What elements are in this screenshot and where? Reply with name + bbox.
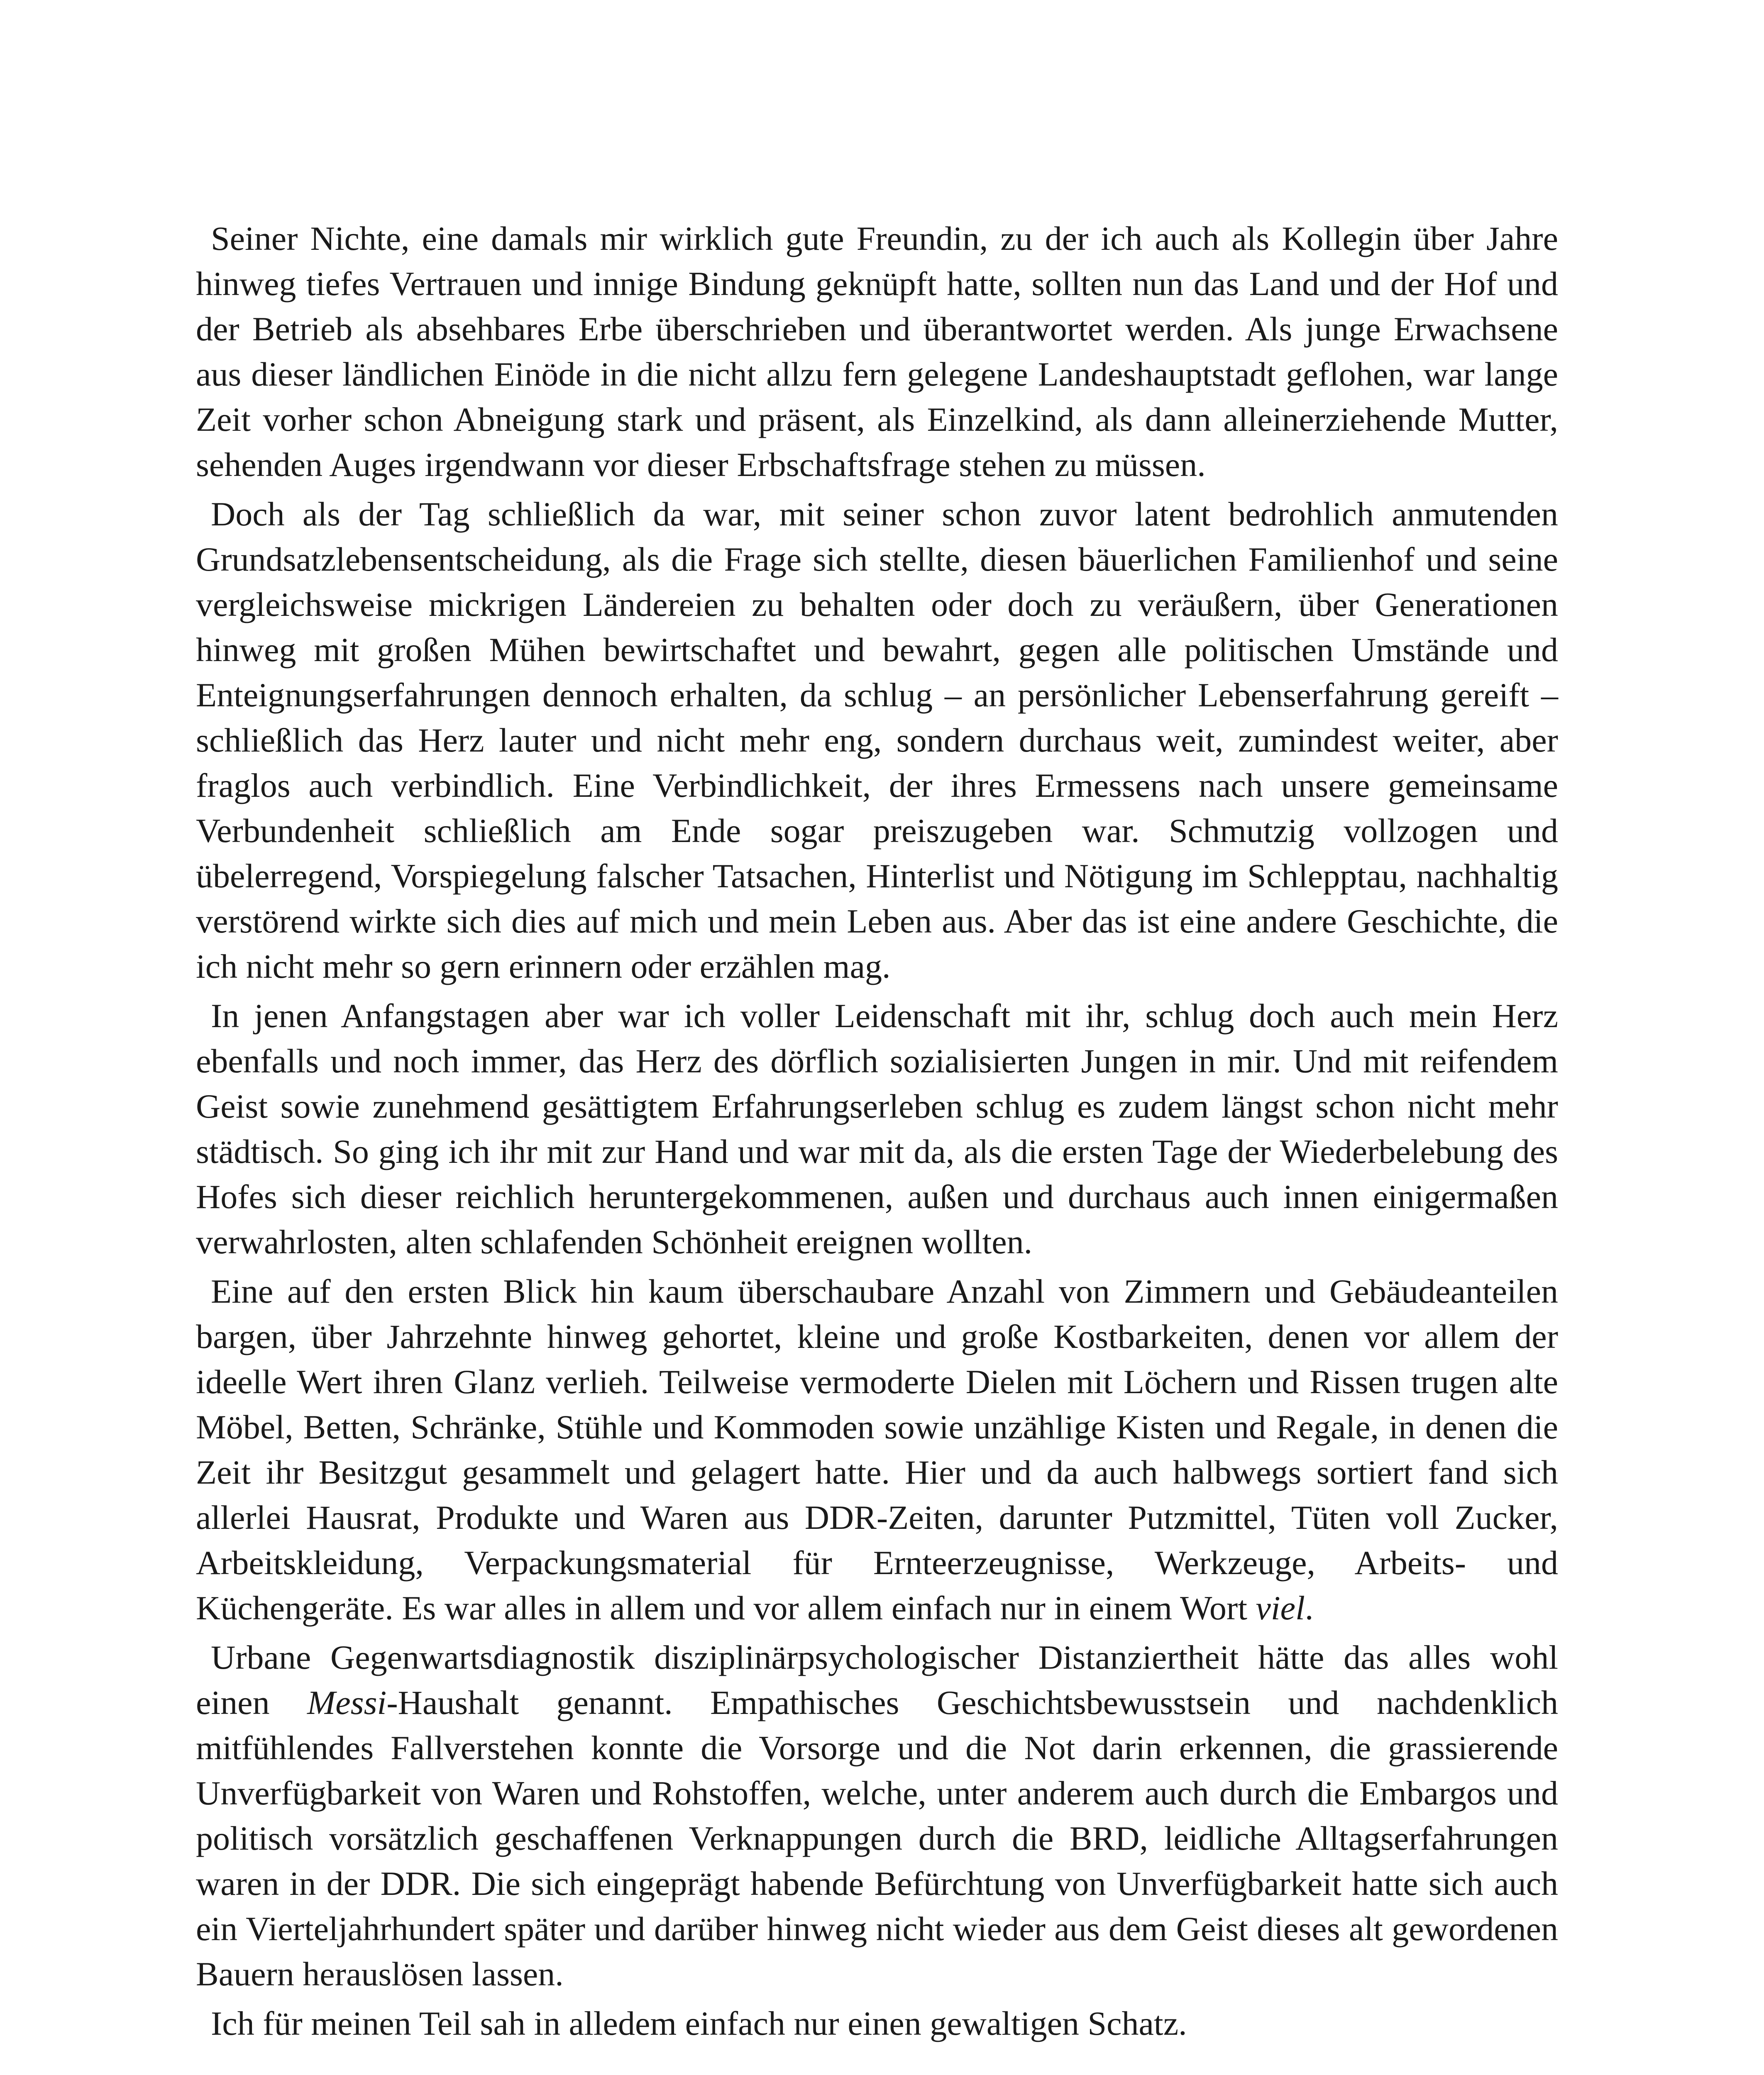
paragraph-5-emphasis: Messi: [307, 1684, 387, 1721]
paragraph-4: [196, 1269, 1558, 1631]
paragraph-5-text-start: Urbane Gegenwartsdiagnostik disziplinärpsychologischer Distanziertheit hätte das alles wohl einen: [196, 1638, 1558, 1721]
body-text: [196, 216, 1558, 2050]
paragraph-3: [196, 993, 1558, 1265]
paragraph-4-text: Eine auf den ersten Blick hin kaum überschaubare Anzahl von Zimmern und Gebäudeanteilen bargen, über Jahrzehnte hinweg gehortet, kleine und große Kostbarkeiten, denen vor allem der ideelle Wert ihren Glanz verlieh. Teilweise vermoderte Dielen mit Löchern und Rissen trugen alte Möbel, Betten, Schränke, Stühle und Kommoden sowie unzählige Kisten und Regale, in denen die Zeit ihr Besitzgut gesammelt und gelagert hatte. Hier und da auch halbwegs sortiert fand sich allerlei Hausrat, Produkte und Waren aus DDR-Zeiten, darunter Putzmittel, Tüten voll Zucker, Arbeitskleidung, Verpackungsmaterial für Ernteerzeugnisse, Werkzeuge, Arbeits- und Küchengeräte. Es war alles in allem und vor allem einfach nur in einem Wort: [196, 1272, 1558, 1627]
paragraph-6: [196, 2001, 1558, 2046]
paragraph-4-end: .: [1305, 1589, 1314, 1627]
paragraph-3-text: In jenen Anfangstagen aber war ich voller Leidenschaft mit ihr, schlug doch auch mein Herz ebenfalls und noch immer, das Herz des dörflich sozialisierten Jungen in mir. Und mit reifendem Geist sowie zunehmend gesättigtem Erfahrungserleben schlug es zudem längst schon nicht mehr städtisch. So ging ich ihr mit zur Hand und war mit da, als die ersten Tage der Wiederbelebung des Hofes sich dieser reichlich heruntergekommenen, außen und durchaus auch innen einigermaßen verwahrlosten, alten schlafenden Schönheit ereignen wollten.: [196, 997, 1558, 1261]
paragraph-4-emphasis: viel: [1256, 1589, 1305, 1627]
paragraph-1-text: Seiner Nichte, eine damals mir wirklich gute Freundin, zu der ich auch als Kollegin über Jahre hinweg tiefes Vertrauen und innige Bindung geknüpft hatte, sollten nun das Land und der Hof und der Betrieb als absehbares Erbe überschrieben und überantwortet werden. Als junge Erwachsene aus dieser ländlichen Einöde in die nicht allzu fern gelegene Landeshauptstadt geflohen, war lange Zeit vorher schon Abneigung stark und präsent, als Einzelkind, als dann alleinerziehende Mutter, sehenden Auges irgendwann vor dieser Erbschaftsfrage stehen zu müssen.: [196, 220, 1558, 483]
paragraph-5-text-end: -Haushalt genannt. Empathisches Geschichtsbewusstsein und nachdenklich mitfühlendes Fallverstehen konnte die Vorsorge und die Not darin erkennen, die grassierende Unverfügbarkeit von Waren und Rohstoffen, welche, unter anderem auch durch die Embargos und politisch vorsätzlich geschaffenen Verknappungen durch die BRD, leidliche Alltagserfahrungen waren in der DDR. Die sich eingeprägt habende Befürchtung von Unverfügbarkeit hatte sich auch ein Vierteljahrhundert später und darüber hinweg nicht wieder aus dem Geist dieses alt gewordenen Bauern herauslösen lassen.: [196, 1684, 1558, 1993]
paragraph-5: [196, 1635, 1558, 1997]
paragraph-6-text: Ich für meinen Teil sah in alledem einfach nur einen gewaltigen Schatz.: [211, 2004, 1187, 2042]
paragraph-2: [196, 491, 1558, 989]
paragraph-1: [196, 216, 1558, 487]
paragraph-2-text: Doch als der Tag schließlich da war, mit seiner schon zuvor latent bedrohlich anmutenden Grundsatzlebensentscheidung, als die Frage sich stellte, diesen bäuerlichen Familienhof und seine vergleichsweise mickrigen Ländereien zu behalten oder doch zu veräußern, über Generationen hinweg mit großen Mühen bewirtschaftet und bewahrt, gegen alle politischen Umstände und Enteignungserfahrungen dennoch erhalten, da schlug – an persönlicher Lebenserfahrung gereift – schließlich das Herz lauter und nicht mehr eng, sondern durchaus weit, zumindest weiter, aber fraglos auch verbindlich. Eine Verbindlichkeit, der ihres Ermessens nach unsere gemeinsame Verbundenheit schließlich am Ende sogar preiszugeben war. Schmutzig vollzogen und übelerregend, Vorspiegelung falscher Tatsachen, Hinterlist und Nötigung im Schlepptau, nachhaltig verstörend wirkte sich dies auf mich und mein Leben aus. Aber das ist eine andere Geschichte, die ich nicht mehr so gern erinnern oder erzählen mag.: [196, 495, 1558, 985]
